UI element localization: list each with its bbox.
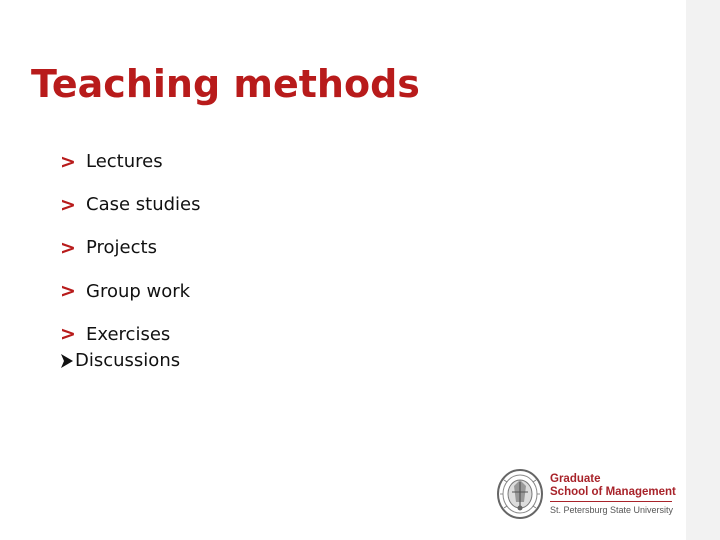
side-strip	[686, 0, 720, 540]
bullet-text: Projects	[86, 237, 157, 259]
university-seal-icon	[496, 468, 544, 520]
bullet-marker: >	[60, 323, 76, 346]
bullet-item-discussions	[60, 350, 180, 371]
logo-line-school: School of Management	[550, 485, 676, 498]
bullet-text: Lectures	[86, 151, 163, 173]
logo-text	[550, 473, 676, 516]
slide-title: Teaching methods	[31, 62, 420, 106]
bullet-list	[60, 140, 201, 356]
bullet-marker: >	[60, 193, 76, 216]
bullet-item	[60, 270, 201, 313]
school-logo	[496, 466, 676, 522]
bullet-marker: >	[60, 236, 76, 259]
logo-line-university: St. Petersburg State University	[550, 504, 674, 515]
bullet-text: Group work	[86, 280, 191, 302]
bullet-item	[60, 226, 201, 269]
arrowhead-bullet-icon	[60, 352, 74, 370]
bullet-marker: >	[60, 150, 76, 173]
logo-line-graduate: Graduate	[550, 472, 601, 485]
bullet-item	[60, 183, 201, 226]
bullet-marker: >	[60, 280, 76, 303]
bullet-text: Exercises	[86, 323, 171, 345]
bullet-text: Case studies	[86, 194, 201, 216]
bullet-item	[60, 140, 201, 183]
bullet-text: Discussions	[75, 350, 181, 371]
logo-divider	[550, 501, 672, 502]
